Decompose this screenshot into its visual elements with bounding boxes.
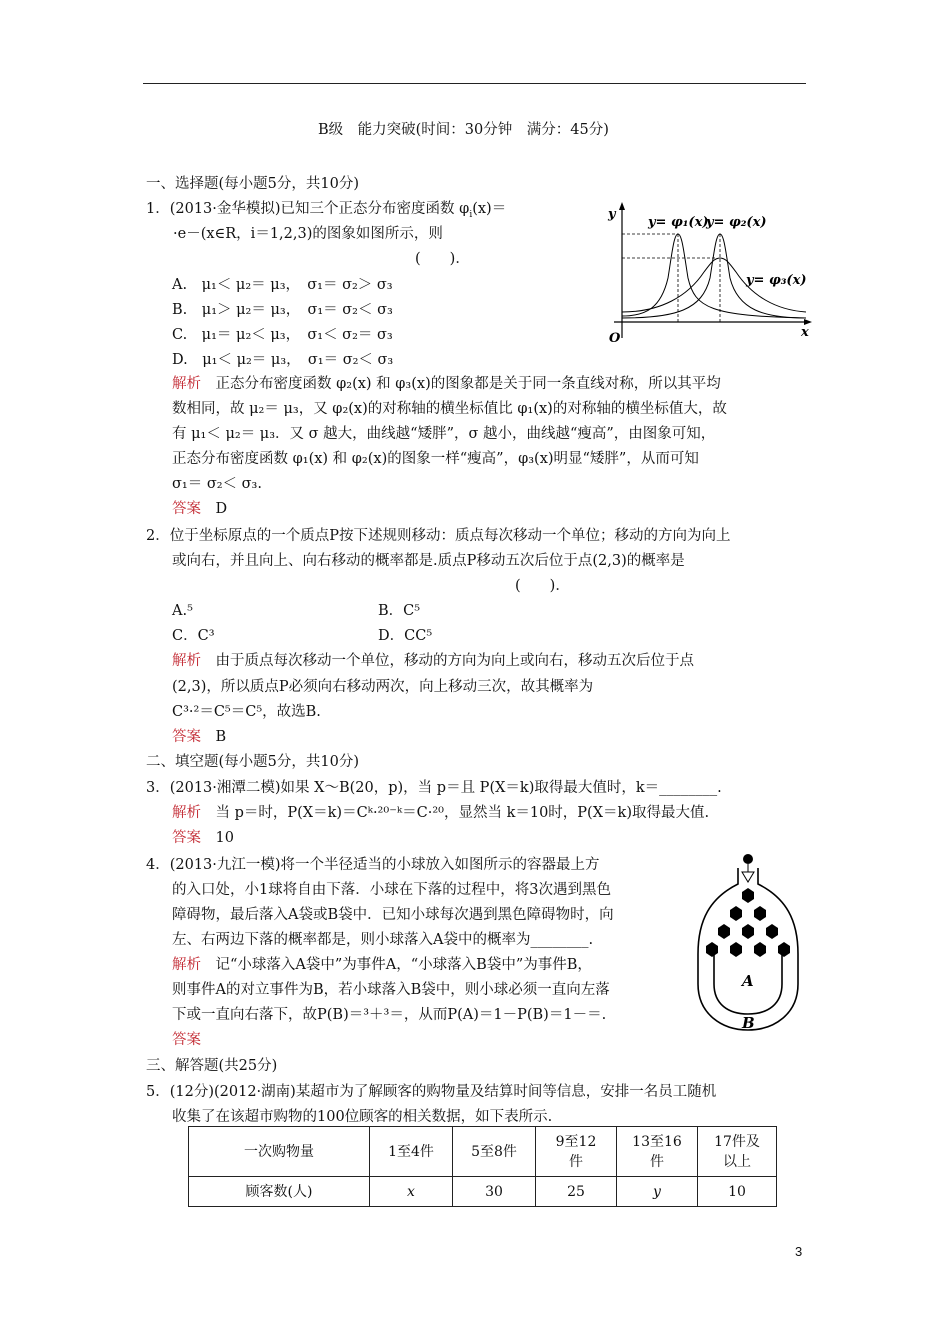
q1-line2: ·e－(x∈R，i＝1,2,3)的图象如图所示，则 bbox=[173, 226, 443, 242]
table-cell bbox=[536, 1127, 617, 1177]
q2-line1: 2．位于坐标原点的一个质点P按下述规则移动：质点每次移动一个单位；移动的方向为向上 bbox=[146, 528, 731, 544]
drop-arrow-head bbox=[742, 872, 754, 882]
q1-line1 bbox=[146, 199, 506, 225]
q4-line4: 左、右两边下落的概率都是，则小球落入A袋中的概率为________. bbox=[172, 932, 594, 948]
q2-option-a: A.⁵ bbox=[172, 603, 193, 619]
table-cell: 25 bbox=[536, 1177, 617, 1207]
table-cell-line: 17件及 bbox=[714, 1133, 760, 1150]
figure-label-a: A bbox=[742, 972, 754, 990]
table-cell-line: 9至12 bbox=[555, 1133, 597, 1150]
q1-analysis-label: 解析 bbox=[172, 376, 201, 392]
graph-label-phi3: y= φ₃(x) bbox=[746, 273, 807, 288]
q2-option-d: D．CC⁵ bbox=[378, 628, 433, 644]
q1-analysis-line2: 数相同，故 μ₂＝ μ₃，又 φ₂(x)的对称轴的横坐标值比 φ₁(x)的对称轴的横坐标值大，故 bbox=[172, 401, 727, 417]
q4-analysis-label: 解析 bbox=[172, 957, 201, 973]
table-cell: 一次购物量 bbox=[189, 1127, 370, 1177]
table-cell: x bbox=[370, 1177, 453, 1207]
q3-answer-label: 答案 bbox=[172, 830, 201, 846]
table-cell-line: 13至16 bbox=[632, 1133, 682, 1150]
graph-label-x: x bbox=[801, 325, 809, 340]
q2-option-b: B．C⁵ bbox=[378, 603, 421, 619]
obstacle-hex bbox=[706, 942, 718, 957]
q3-analysis bbox=[172, 803, 709, 823]
table-row bbox=[189, 1127, 777, 1177]
q1-analysis-line3: 有 μ₁＜ μ₂＝ μ₃．又 σ 越大，曲线越“矮胖”，σ 越小，曲线越“瘦高”，由图象可知， bbox=[172, 426, 716, 442]
q2-answer-value: B bbox=[215, 729, 227, 745]
table-cell: y bbox=[617, 1177, 698, 1207]
q4-answer-label: 答案 bbox=[172, 1032, 201, 1048]
obstacle-hex bbox=[718, 924, 730, 939]
q2-analysis-line2: (2,3)，所以质点P必须向右移动两次，向上移动三次，故其概率为 bbox=[172, 679, 594, 695]
q2-analysis-label: 解析 bbox=[172, 653, 201, 669]
falling-ball bbox=[743, 854, 753, 864]
q5-line1: 5．(12分)(2012·湖南)某超市为了解顾客的购物量及结算时间等信息，安排一名员工随机 bbox=[146, 1084, 717, 1100]
q1-option-a: A. μ₁＜ μ₂＝ μ₃， σ₁＝ σ₂＞ σ₃ bbox=[172, 277, 393, 293]
q2-line2: 或向右，并且向上、向右移动的概率都是.质点P移动五次后位于点(2,3)的概率是 bbox=[172, 553, 685, 569]
graph-y-arrow bbox=[619, 202, 625, 210]
q5-line2: 收集了在该超市购物的100位顾客的相关数据，如下表所示. bbox=[172, 1109, 553, 1125]
page-number: 3 bbox=[795, 1244, 803, 1259]
table-row bbox=[189, 1177, 777, 1207]
q1-analysis bbox=[172, 374, 721, 394]
graph-label-o: O bbox=[609, 331, 621, 346]
q1-line1-text: 1．(2013·金华模拟)已知三个正态分布密度函数 φ bbox=[146, 201, 470, 217]
q1-option-b: B. μ₁＞ μ₂＝ μ₃， σ₁＝ σ₂＜ σ₃ bbox=[172, 302, 393, 318]
obstacle-hex bbox=[742, 888, 754, 903]
part3-heading: 三、解答题(共25分) bbox=[146, 1058, 278, 1074]
q1-answer-value: D bbox=[215, 501, 228, 517]
q3-line: 3．(2013·湘潭二模)如果 X～B(20，p)，当 p＝且 P(X＝k)取得最大值时，k＝________. bbox=[146, 780, 722, 796]
part2-heading: 二、填空题(每小题5分，共10分) bbox=[146, 754, 359, 770]
table-cell-line: 件 bbox=[650, 1153, 664, 1170]
q2-analysis-line1: 由于质点每次移动一个单位，移动的方向为向上或向右，移动五次后位于点 bbox=[215, 653, 694, 669]
table-cell bbox=[698, 1127, 777, 1177]
q2-analysis bbox=[172, 651, 694, 671]
section-title: B级 能力突破(时间：30分钟 满分：45分) bbox=[318, 122, 609, 138]
header-rule bbox=[143, 83, 806, 84]
q4-analysis-line3: 下或一直向右落下，故P(B)＝³＋³＝，从而P(A)＝1－P(B)＝1－＝. bbox=[172, 1007, 607, 1023]
q3-answer bbox=[172, 828, 234, 848]
shopping-data-table bbox=[188, 1126, 777, 1207]
q4-answer bbox=[172, 1030, 201, 1050]
obstacle-hex bbox=[778, 942, 790, 957]
q3-answer-value: 10 bbox=[215, 830, 234, 846]
obstacle-hex bbox=[754, 906, 766, 921]
obstacle-hex bbox=[730, 906, 742, 921]
q3-analysis-text: 当 p＝时，P(X＝k)＝Cᵏ·²⁰⁻ᵏ＝C·²⁰，显然当 k＝10时，P(X＝k)取得最大值. bbox=[215, 805, 710, 821]
graph-label-y: y bbox=[608, 207, 616, 222]
q4-analysis-line1: 记“小球落入A袋中”为事件A，“小球落入B袋中”为事件B， bbox=[215, 957, 592, 973]
q2-answer bbox=[172, 727, 226, 747]
q1-option-d: D. μ₁＜ μ₂＝ μ₃， σ₁＝ σ₂＜ σ₃ bbox=[172, 352, 394, 368]
obstacle-hex bbox=[730, 942, 742, 957]
obstacle-hex bbox=[742, 924, 754, 939]
table-cell: 5至8件 bbox=[453, 1127, 536, 1177]
table-cell: 1至4件 bbox=[370, 1127, 453, 1177]
figure-label-b: B bbox=[742, 1014, 755, 1032]
q2-analysis-line3: C³·²＝C⁵＝C⁵，故选B. bbox=[172, 704, 321, 720]
q1-line1-tail: (x)＝ bbox=[472, 201, 507, 217]
graph-label-phi2: y= φ₂(x) bbox=[706, 215, 767, 230]
table-cell-line: 以上 bbox=[723, 1153, 751, 1170]
table-cell: 顾客数(人) bbox=[189, 1177, 370, 1207]
q1-analysis-line4: 正态分布密度函数 φ₁(x) 和 φ₂(x)的图象一样“瘦高”，φ₃(x)明显“矮胖”，从而可知 bbox=[172, 451, 699, 467]
obstacle-hex bbox=[754, 942, 766, 957]
ball-container-figure bbox=[690, 850, 810, 1034]
table-cell: 10 bbox=[698, 1177, 777, 1207]
q1-paren: ( )． bbox=[415, 251, 470, 267]
q4-line1: 4．(2013·九江一模)将一个半径适当的小球放入如图所示的容器最上方 bbox=[146, 857, 600, 873]
table-cell: 30 bbox=[453, 1177, 536, 1207]
q2-option-c: C．C³ bbox=[172, 628, 215, 644]
q1-option-c: C. μ₁＝ μ₂＜ μ₃， σ₁＜ σ₂＝ σ₃ bbox=[172, 327, 393, 343]
q1-answer-label: 答案 bbox=[172, 501, 201, 517]
q1-answer bbox=[172, 499, 227, 519]
q4-analysis bbox=[172, 955, 592, 975]
normal-distribution-graph bbox=[606, 198, 816, 346]
q1-analysis-line1: 正态分布密度函数 φ₂(x) 和 φ₃(x)的图象都是关于同一条直线对称，所以其平均 bbox=[215, 376, 721, 392]
q1-analysis-line5: σ₁＝ σ₂＜ σ₃. bbox=[172, 476, 262, 492]
q2-paren: ( )． bbox=[515, 578, 570, 594]
table-cell bbox=[617, 1127, 698, 1177]
q4-line3: 障碍物，最后落入A袋或B袋中．已知小球每次遇到黑色障碍物时，向 bbox=[172, 907, 614, 923]
q4-analysis-line2: 则事件A的对立事件为B，若小球落入B袋中，则小球必须一直向左落 bbox=[172, 982, 610, 998]
graph-label-phi1: y= φ₁(x) bbox=[648, 215, 709, 230]
q3-analysis-label: 解析 bbox=[172, 805, 201, 821]
q4-line2: 的入口处，小1球将自由下落．小球在下落的过程中，将3次遇到黑色 bbox=[172, 882, 611, 898]
part1-heading: 一、选择题(每小题5分，共10分) bbox=[146, 176, 359, 192]
table-cell-line: 件 bbox=[569, 1153, 583, 1170]
obstacle-hex bbox=[766, 924, 778, 939]
q1-line1-sub: i bbox=[469, 209, 473, 220]
q2-answer-label: 答案 bbox=[172, 729, 201, 745]
